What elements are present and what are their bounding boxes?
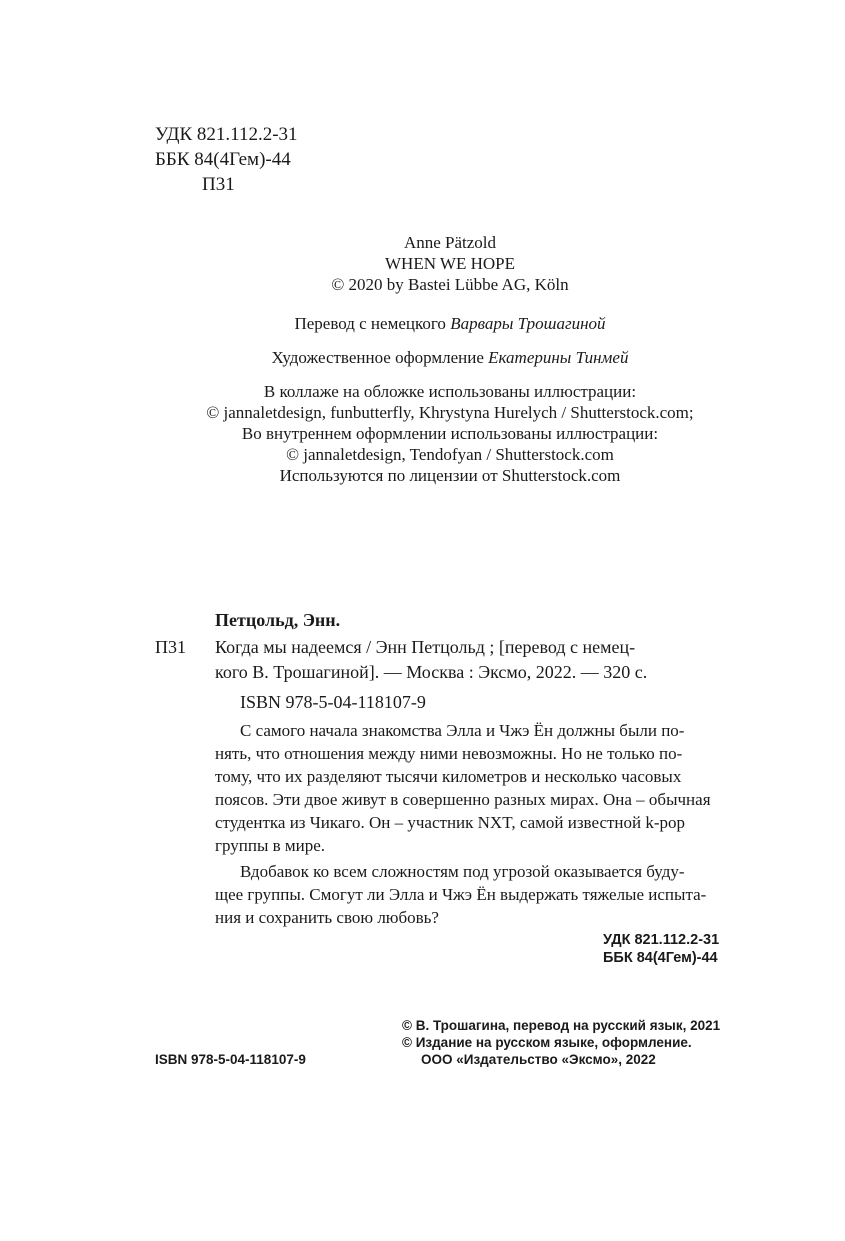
catalog-author-heading: Петцольд, Энн. xyxy=(215,610,341,630)
illustration-line: Во внутреннем оформлении использованы иллюстрации: xyxy=(241,424,659,443)
footer-copyright-line: © В. Трошагина, перевод на русский язык, 2021 xyxy=(402,1018,721,1033)
udk-code: УДК 821.112.2-31 xyxy=(155,124,298,145)
catalog-udk: УДК 821.112.2-31 xyxy=(603,932,720,948)
illustration-line: Используются по лицензии от Shutterstock.com xyxy=(279,466,621,485)
annotation-line: ния и сохранить свою любовь? xyxy=(215,908,439,927)
catalog-entry-line: Когда мы надеемся / Энн Петцольд ; [перевод с немец- xyxy=(215,637,636,657)
illustration-line: © jannaletdesign, Tendofyan / Shutterstock.com xyxy=(286,445,614,464)
bbk-code: ББК 84(4Гем)-44 xyxy=(155,149,291,170)
original-edition-block xyxy=(150,232,750,295)
illustration-line: В коллаже на обложке использованы иллюстрации: xyxy=(263,382,637,401)
original-title: WHEN WE HOPE xyxy=(385,254,515,273)
footer-isbn: ISBN 978-5-04-118107-9 xyxy=(155,1052,306,1067)
annotation-line: нять, что отношения между ними невозможны. Но не только по- xyxy=(215,744,683,763)
footer-copyright-line: ООО «Издательство «Эксмо», 2022 xyxy=(421,1052,656,1067)
annotation-line: тому, что их разделяют тысячи километров и несколько часовых xyxy=(215,767,682,786)
footer-copyright-line: © Издание на русском языке, оформление. xyxy=(402,1035,692,1050)
annotation-line: С самого начала знакомства Элла и Чжэ Ён должны были по- xyxy=(240,721,685,740)
illustration-line: © jannaletdesign, funbutterfly, Khrystyna Hurelych / Shutterstock.com; xyxy=(206,403,694,422)
author-sign: П31 xyxy=(202,174,235,195)
annotation-line: поясов. Эти двое живут в совершенно разных мирах. Она – обычная xyxy=(215,790,711,809)
illustration-credits xyxy=(150,381,750,486)
translator-name: Варвары Трошагиной xyxy=(450,314,606,333)
catalog-bbk: ББК 84(4Гем)-44 xyxy=(603,950,718,966)
design-credit xyxy=(150,347,750,368)
catalog-isbn: ISBN 978-5-04-118107-9 xyxy=(240,692,426,712)
translation-prefix: Перевод с немецкого xyxy=(294,314,446,333)
annotation-line: студентка из Чикаго. Он – участник NXT, самой известной k-pop xyxy=(215,813,686,832)
original-copyright: © 2020 by Bastei Lübbe AG, Köln xyxy=(331,275,569,294)
catalog-entry-line: кого В. Трошагиной]. — Москва : Эксмо, 2022. — 320 с. xyxy=(215,662,648,682)
translation-credit xyxy=(150,313,750,334)
original-author: Anne Pätzold xyxy=(403,233,497,252)
annotation-line: щее группы. Смогут ли Элла и Чжэ Ён выдержать тяжелые испыта- xyxy=(215,885,707,904)
annotation-line: группы в мире. xyxy=(215,836,326,855)
catalog-sign: П31 xyxy=(155,637,186,657)
designer-name: Екатерины Тинмей xyxy=(488,348,629,367)
design-prefix: Художественное оформление xyxy=(271,348,484,367)
annotation-line: Вдобавок ко всем сложностям под угрозой оказывается буду- xyxy=(240,862,685,881)
